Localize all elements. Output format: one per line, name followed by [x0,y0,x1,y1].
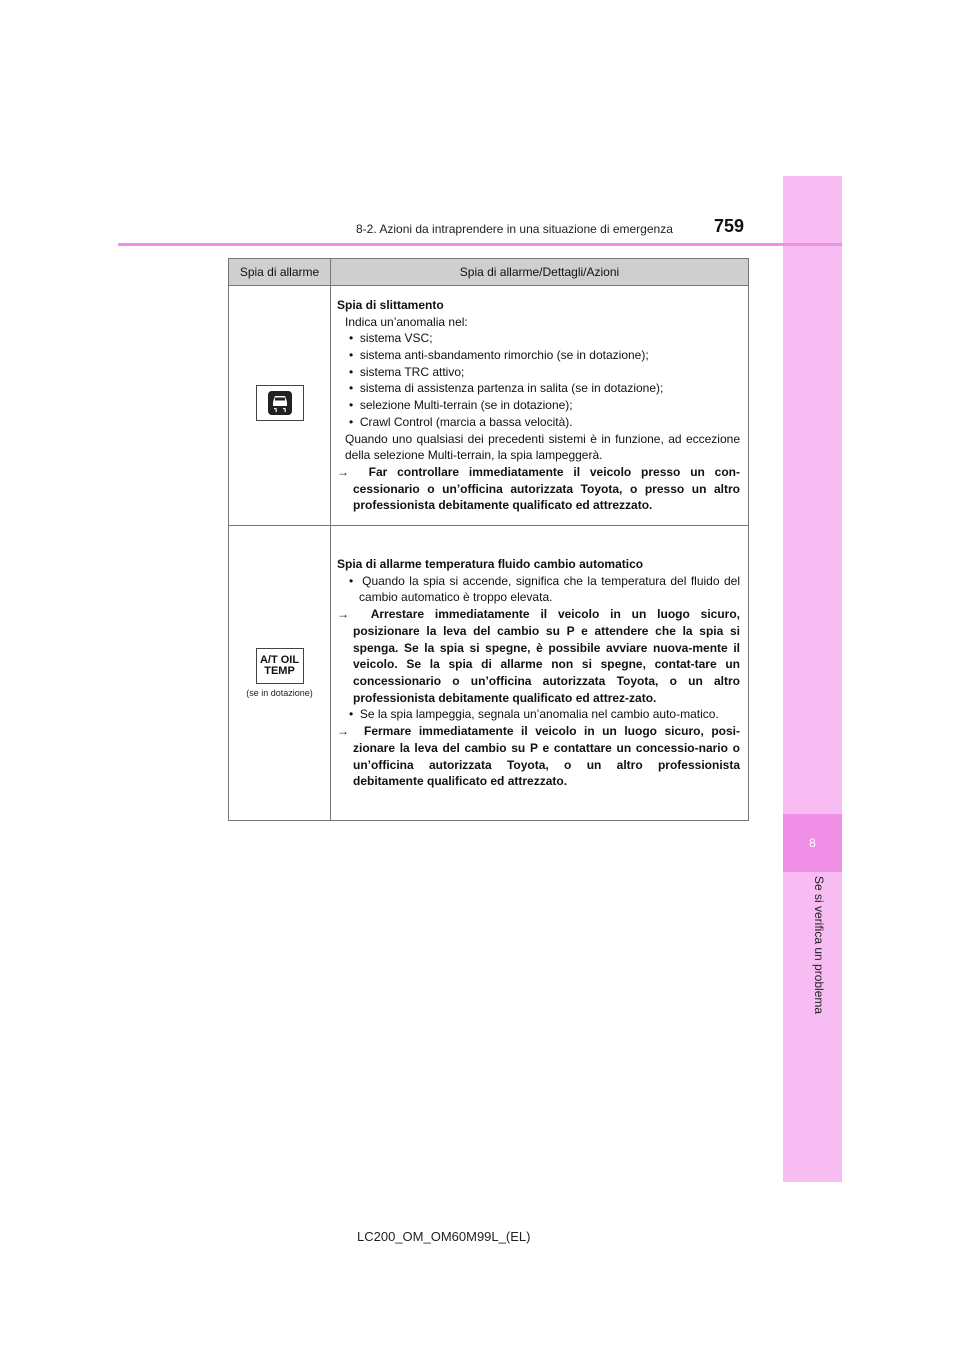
light-title: Spia di allarme temperatura fluido cambio automatico [337,557,644,572]
table-header-row [229,259,749,286]
light-intro: Indica un’anomalia nel: [345,314,468,329]
action-item: → Arrestare immediatamente il veicolo in un luogo sicuro, posizionare la leva del cambio su P e attendere che la spia si spenga. Se la spia si spegne, è possibile avviare nuova-mente il veicolo. Se la spia di allarme non si spegne, contat-tare un concessionario o un’officina autorizzata Toyota, o un altro professionista debitamente qualificato ed attrez-zato. [337,607,740,705]
list-item: • Quando la spia si accende, significa che la temperatura del fluido del cambio automatico è troppo elevata. [349,573,741,605]
details-cell [331,526,749,821]
icon-cell [229,286,331,526]
chapter-number-tab: 8 [783,814,842,872]
details-cell [331,286,749,526]
chapter-title-vertical: Se si verifica un problema [812,876,826,1015]
icon-cell [229,526,331,821]
document-code: LC200_OM_OM60M99L_(EL) [357,1229,531,1244]
column-header-light: Spia di allarme [229,259,331,286]
warning-lights-table [228,258,749,821]
list-item: • Se la spia lampeggia, segnala un’anomalia nel cambio auto-matico. [349,707,719,722]
light-note: Quando uno qualsiasi dei precedenti sistemi è in funzione, ad eccezione della selezione Multi-terrain, la spia lampeggerà. [345,431,740,463]
list-item: • sistema VSC; [349,331,433,346]
slip-indicator-icon [256,385,304,421]
list-item: • sistema TRC attivo; [349,364,465,379]
action-item: → Fermare immediatamente il veicolo in un luogo sicuro, posi-zionare la leva del cambio su P e contattare un concessio-nario o un’officina autorizzata Toyota, o un altro professionista debitamente qualificato ed attrezzato. [337,724,740,789]
optional-note: (se in dotazione) [246,688,313,698]
section-title: 8-2. Azioni da intraprendere in una situazione di emergenza [356,222,673,236]
light-title: Spia di slittamento [337,297,444,312]
table-row [229,286,749,526]
header-divider [118,243,842,246]
page-number: 759 [714,216,745,236]
at-oil-temp-icon: A/T OIL TEMP [256,648,304,684]
side-tab-strip [783,176,842,1182]
list-item: • Crawl Control (marcia a bassa velocità). [349,414,573,429]
action-item: → Far controllare immediatamente il veicolo presso un con-cessionario o un’officina autorizzata Toyota, o presso un altro professionista debitamente qualificato ed attrezzato. [337,464,740,513]
column-header-details: Spia di allarme/Dettagli/Azioni [331,259,749,286]
list-item: • selezione Multi-terrain (se in dotazione); [349,398,573,413]
list-item: • sistema anti-sbandamento rimorchio (se in dotazione); [349,348,649,363]
list-item: • sistema di assistenza partenza in salita (se in dotazione); [349,381,664,396]
table-row [229,526,749,821]
